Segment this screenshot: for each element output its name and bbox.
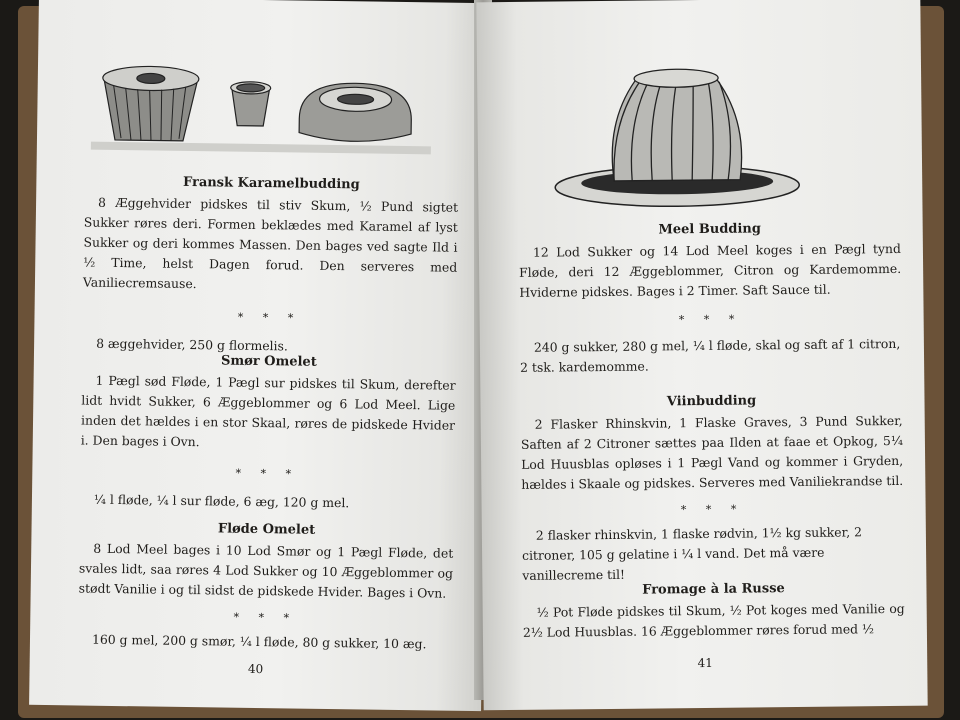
recipe-meel-budding [479, 220, 925, 379]
page-number: 41 [697, 655, 713, 671]
page-number: 40 [247, 661, 264, 677]
recipe-text: 12 Lod Sukker og 14 Lod Meel koges i en Pægl tynd Fløde, deri 12 Æggeblommer, Citron og Kardemomme. Hviderne pidskes. Bages i 2 Timer. Saft Sauce til. [519, 240, 902, 300]
recipe-smor-omelet [32, 351, 486, 515]
recipe-title: Viinbudding [666, 393, 757, 410]
right-page [476, 0, 927, 710]
recipe-metric: 240 g sukker, 280 g mel, ¼ l fløde, skal og saft af 1 citron, 2 tsk. kardemomme. [520, 335, 901, 375]
recipe-text: 8 Lod Meel bages i 10 Lod Smør og 1 Pægl Fløde, det svales lidt, saa røres 4 Lod Sukker og 10 Æggeblommer og stødt Vanilie i og til sidst de pidskede Hvider. Bages i Ovn. [78, 540, 454, 601]
section-divider: * * * [680, 502, 745, 517]
recipe-text: 2 Flasker Rhinskvin, 1 Flaske Graves, 3 Pund Sukker, Saften af 2 Citroner sættes paa Ilden at faae et Opkog, 5¼ Lod Huusblas opløses i 1 Pægl Vand og kommer i Gryden, hældes i Skaale og pidskes. Serveres med Vaniliekrandse til. [520, 412, 904, 492]
recipe-text: ½ Pot Fløde pidskes til Skum, ½ Pot koges med Vanilie og 2½ Lod Huusblas. 16 Æggeblommer røres forud med ½ [522, 600, 905, 640]
recipe-title: Fromage à la Russe [642, 581, 785, 598]
recipe-viinbudding [480, 392, 926, 587]
recipe-metric: 2 flasker rhinskvin, 1 flaske rødvin, 1½ kg sukker, 2 citroner, 105 g gelatine i ¼ l vand. Det må være vanillecreme til! [522, 524, 862, 583]
recipe-text: 1 Pægl sød Fløde, 1 Pægl sur pidskes til Skum, derefter lidt hvidt Sukker, 6 Æggeblommer og 6 Lod Meel. Lige inden det hældes i en stor Skaal, røres de pidskede Hvider i. Den bages i Ovn. [80, 372, 456, 450]
recipe-fromage-a-la-russe [482, 580, 927, 644]
kugelhopf-pudding-illustration [551, 61, 803, 214]
recipe-metric: 160 g mel, 200 g smør, ¼ l fløde, 80 g sukker, 10 æg. [91, 631, 427, 652]
recipe-text: 8 Æggehvider pidskes til stiv Skum, ½ Pund sigtet Sukker røres deri. Formen beklædes med Karamel af lyst Sukker og deri kommes Massen. Den bages ved sagte Ild i ½ Time, helst Dagen forud. Den serveres med Vaniliecremsause. [82, 194, 459, 292]
section-divider: * * * [233, 610, 298, 625]
left-page [29, 0, 491, 711]
recipe-flode-omelet [30, 519, 484, 655]
recipe-metric: 8 æggehvider, 250 g flormelis. [96, 335, 288, 354]
baking-molds-illustration [85, 56, 439, 171]
section-divider: * * * [235, 466, 300, 481]
section-divider: * * * [237, 310, 302, 325]
recipe-title: Fransk Karamelbudding [182, 174, 360, 193]
recipe-title: Smør Omelet [220, 353, 317, 370]
section-divider: * * * [678, 312, 743, 327]
recipe-metric: ¼ l fløde, ¼ l sur fløde, 6 æg, 120 g mel. [93, 491, 350, 511]
recipe-fransk-karamelbudding [34, 173, 488, 359]
recipe-title: Fløde Omelet [217, 521, 316, 538]
recipe-title: Meel Budding [658, 221, 762, 238]
